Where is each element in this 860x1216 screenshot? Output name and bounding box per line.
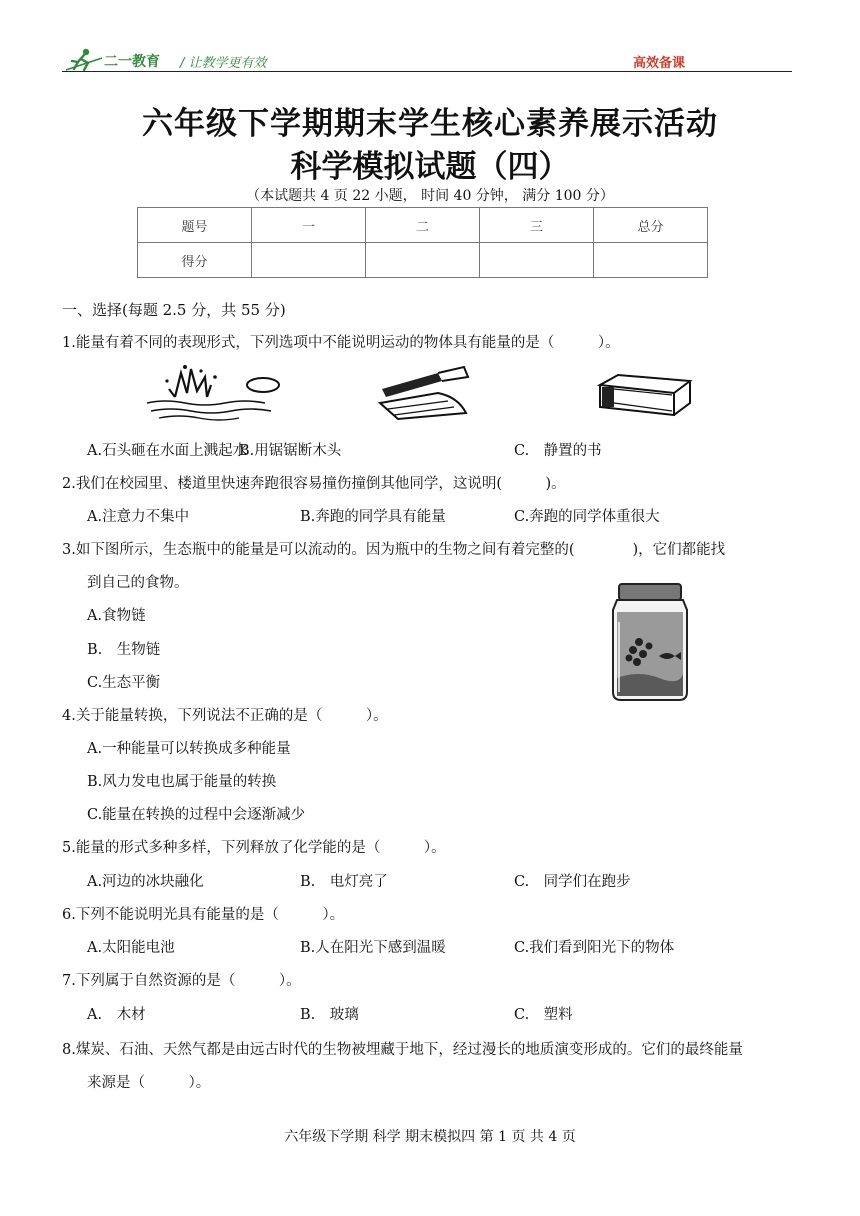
question-6-option-a: A.太阳能电池 (87, 940, 175, 956)
score-table-header-row (138, 208, 708, 243)
question-8-stem: 8.煤炭、石油、天然气都是由远古时代的生物被埋藏于地下，经过漫长的地质演变形成的。它们的最终能量 (62, 1042, 743, 1058)
question-2-option-c: C.奔跑的同学体重很大 (514, 509, 660, 525)
score-header-cell: 一 (252, 208, 366, 243)
score-cell (366, 243, 480, 278)
question-7-option-a: A. 木材 (87, 1007, 146, 1023)
score-header-cell: 题号 (138, 208, 252, 243)
score-cell (594, 243, 708, 278)
question-8-stem-cont: 来源是（ ）。 (87, 1075, 211, 1091)
score-table-row (138, 243, 708, 278)
saw-illustration-icon (378, 363, 473, 423)
question-6-stem: 6.下列不能说明光具有能量的是（ ）。 (62, 907, 345, 923)
header-tag: 高效备课 (633, 56, 686, 71)
score-cell (252, 243, 366, 278)
question-3-option-a: A.食物链 (87, 608, 146, 624)
question-4-option-c: C.能量在转换的过程中会逐渐减少 (87, 807, 306, 823)
question-2-option-a: A.注意力不集中 (87, 509, 190, 525)
question-3-stem: 3.如下图所示，生态瓶中的能量是可以流动的。因为瓶中的生物之间有着完整的( )，它们都能找 (62, 542, 726, 558)
page-footer: 六年级下学期 科学 期末模拟四 第 1 页 共 4 页 (284, 1129, 576, 1145)
question-1-stem: 1.能量有着不同的表现形式，下列选项中不能说明运动的物体具有能量的是（ ）。 (62, 335, 620, 351)
eco-jar-illustration-icon (609, 582, 691, 702)
logo-icon (64, 46, 104, 72)
page-subtitle-title: 科学模拟试题（四） (290, 149, 570, 185)
question-3-stem-cont: 到自己的食物。 (87, 575, 189, 591)
page-title: 六年级下学期期末学生核心素养展示活动 (142, 106, 718, 142)
question-6-option-c: C.我们看到阳光下的物体 (514, 940, 675, 956)
brand-name: 二一教育 (104, 54, 160, 70)
question-4-stem: 4.关于能量转换，下列说法不正确的是（ ）。 (62, 708, 388, 724)
question-1-option-c: C. 静置的书 (514, 443, 602, 459)
question-3-option-c: C.生态平衡 (87, 675, 161, 691)
question-7-option-b: B. 玻璃 (300, 1007, 359, 1023)
question-5-stem: 5.能量的形式多种多样，下列释放了化学能的是（ ）。 (62, 840, 446, 856)
exam-info: （本试题共 4 页 22 小题， 时间 40 分钟， 满分 100 分） (246, 188, 614, 204)
header-divider (62, 71, 792, 72)
question-5-option-c: C. 同学们在跑步 (514, 874, 631, 890)
question-6-option-b: B.人在阳光下感到温暖 (300, 940, 446, 956)
question-1-option-a: A.石头砸在水面上溅起水 (87, 443, 248, 459)
score-header-cell: 二 (366, 208, 480, 243)
question-2-stem: 2.我们在校园里、楼道里快速奔跑很容易撞伤撞倒其他同学，这说明( )。 (62, 476, 566, 492)
question-7-stem: 7.下列属于自然资源的是（ ）。 (62, 973, 301, 989)
splash-illustration-icon (145, 363, 285, 423)
question-4-option-b: B.风力发电也属于能量的转换 (87, 774, 277, 790)
question-4-option-a: A.一种能量可以转换成多种能量 (87, 741, 291, 757)
question-7-option-c: C. 塑料 (514, 1007, 573, 1023)
score-row-label: 得分 (138, 243, 252, 278)
book-illustration-icon (596, 373, 694, 419)
score-header-cell: 总分 (594, 208, 708, 243)
question-3-option-b: B. 生物链 (87, 642, 161, 658)
question-5-option-b: B. 电灯亮了 (300, 874, 388, 890)
score-cell (480, 243, 594, 278)
score-table (137, 207, 708, 278)
brand-slogan: / 让教学更有效 (180, 56, 267, 71)
section-heading: 一、选择(每题 2.5 分，共 55 分) (62, 301, 286, 319)
question-2-option-b: B.奔跑的同学具有能量 (300, 509, 446, 525)
score-header-cell: 三 (480, 208, 594, 243)
question-1-option-b: B.用锯锯断木头 (239, 443, 342, 459)
question-5-option-a: A.河边的冰块融化 (87, 874, 204, 890)
